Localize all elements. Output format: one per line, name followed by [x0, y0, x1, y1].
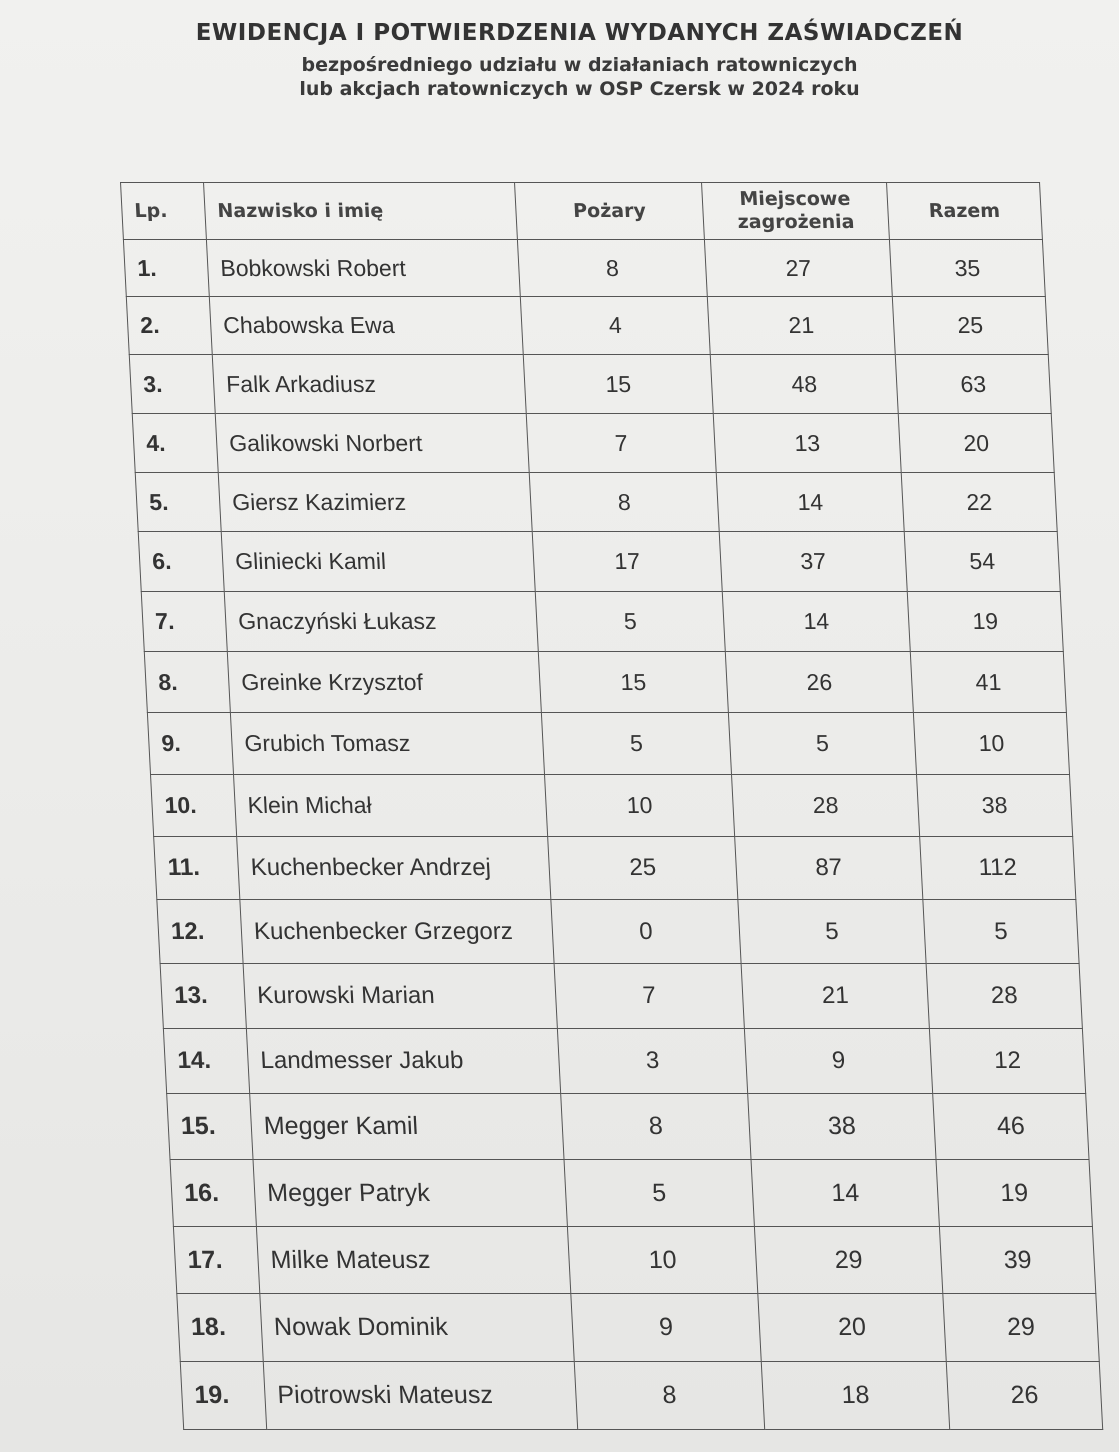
- column-header-name: Nazwisko i imię: [204, 183, 518, 240]
- table-row: [154, 837, 1076, 900]
- row-name: Kurowski Marian: [243, 964, 557, 1029]
- row-number: 11.: [154, 837, 240, 900]
- row-total: 46: [933, 1094, 1089, 1160]
- table-row: [151, 775, 1073, 837]
- row-total: 25: [892, 297, 1048, 355]
- row-name: Greinke Krzysztof: [227, 652, 541, 713]
- row-name: Kuchenbecker Andrzej: [237, 837, 551, 900]
- row-local-threats: 20: [758, 1294, 946, 1362]
- row-number: 12.: [157, 900, 243, 964]
- row-name: Bobkowski Robert: [206, 240, 520, 297]
- column-header-local-threats: [702, 183, 890, 240]
- row-number: 14.: [163, 1029, 249, 1094]
- row-total: 29: [943, 1294, 1099, 1362]
- table-row: [132, 414, 1054, 473]
- table-header-row: [121, 183, 1043, 240]
- row-number: 18.: [177, 1294, 263, 1362]
- row-local-threats: 14: [716, 473, 904, 532]
- row-local-threats: 5: [728, 713, 916, 775]
- row-name: Piotrowski Mateusz: [263, 1362, 577, 1430]
- row-total: 20: [898, 414, 1054, 473]
- row-total: 38: [917, 775, 1073, 837]
- row-number: 8.: [144, 652, 230, 713]
- row-fires: 0: [551, 900, 741, 964]
- row-number: 4.: [132, 414, 218, 473]
- row-total: 28: [926, 964, 1082, 1029]
- row-number: 2.: [126, 297, 212, 355]
- table-row: [163, 1029, 1085, 1094]
- row-name: Giersz Kazimierz: [218, 473, 532, 532]
- row-local-threats: 5: [738, 900, 926, 964]
- row-local-threats: 14: [751, 1160, 939, 1227]
- row-number: 16.: [170, 1160, 256, 1227]
- table-row: [177, 1294, 1099, 1362]
- column-header-total: Razem: [887, 183, 1043, 240]
- row-fires: 8: [529, 473, 719, 532]
- row-number: 17.: [173, 1227, 259, 1294]
- row-local-threats: 87: [735, 837, 923, 900]
- row-local-threats: 48: [710, 355, 898, 414]
- row-total: 19: [907, 592, 1063, 652]
- row-local-threats: 13: [713, 414, 901, 473]
- table-row: [144, 652, 1066, 713]
- row-number: 5.: [135, 473, 221, 532]
- table-row: [160, 964, 1082, 1029]
- row-fires: 15: [538, 652, 728, 713]
- document-header: [0, 20, 1119, 100]
- row-local-threats: 27: [704, 240, 892, 297]
- column-header-local-line2: zagrożenia: [737, 211, 855, 233]
- row-fires: 5: [541, 713, 731, 775]
- row-number: 6.: [138, 532, 224, 592]
- row-local-threats: 26: [725, 652, 913, 713]
- row-total: 19: [936, 1160, 1092, 1227]
- row-name: Megger Patryk: [253, 1160, 567, 1227]
- row-total: 26: [946, 1362, 1102, 1430]
- row-local-threats: 14: [722, 592, 910, 652]
- certificates-table: [120, 182, 1103, 1430]
- table-row: [135, 473, 1057, 532]
- column-header-fires: Pożary: [515, 183, 705, 240]
- table-row: [167, 1094, 1089, 1160]
- row-total: 12: [929, 1029, 1085, 1094]
- row-fires: 3: [557, 1029, 747, 1094]
- row-number: 1.: [123, 240, 209, 297]
- row-total: 112: [920, 837, 1076, 900]
- row-total: 5: [923, 900, 1079, 964]
- row-name: Gliniecki Kamil: [221, 532, 535, 592]
- row-local-threats: 38: [748, 1094, 936, 1160]
- row-name: Megger Kamil: [250, 1094, 564, 1160]
- row-total: 10: [913, 713, 1069, 775]
- row-local-threats: 29: [754, 1227, 942, 1294]
- column-header-local-line1: Miejscowe: [738, 188, 851, 210]
- row-name: Grubich Tomasz: [230, 713, 544, 775]
- table-row: [123, 240, 1045, 297]
- row-local-threats: 21: [741, 964, 929, 1029]
- row-total: 54: [904, 532, 1060, 592]
- row-fires: 17: [532, 532, 722, 592]
- row-number: 3.: [129, 355, 215, 414]
- row-number: 10.: [151, 775, 237, 837]
- row-fires: 8: [517, 240, 707, 297]
- table-row: [141, 592, 1063, 652]
- table-row: [126, 297, 1048, 355]
- table-row: [170, 1160, 1092, 1227]
- table-row: [129, 355, 1051, 414]
- row-total: 35: [889, 240, 1045, 297]
- table-row: [138, 532, 1060, 592]
- row-name: Milke Mateusz: [256, 1227, 570, 1294]
- row-number: 9.: [147, 713, 233, 775]
- row-name: Falk Arkadiusz: [212, 355, 526, 414]
- row-local-threats: 28: [732, 775, 920, 837]
- row-fires: 15: [523, 355, 713, 414]
- row-local-threats: 21: [707, 297, 895, 355]
- row-number: 7.: [141, 592, 227, 652]
- row-local-threats: 9: [744, 1029, 932, 1094]
- row-local-threats: 37: [719, 532, 907, 592]
- row-fires: 7: [526, 414, 716, 473]
- row-fires: 5: [535, 592, 725, 652]
- table-row: [157, 900, 1079, 964]
- document-subtitle-line2: lub akcjach ratowniczych w OSP Czersk w 2024 roku: [299, 78, 860, 100]
- table-row: [147, 713, 1069, 775]
- row-name: Gnaczyński Łukasz: [224, 592, 538, 652]
- row-name: Kuchenbecker Grzegorz: [240, 900, 554, 964]
- row-fires: 25: [548, 837, 738, 900]
- row-name: Galikowski Norbert: [215, 414, 529, 473]
- row-name: Chabowska Ewa: [209, 297, 523, 355]
- row-fires: 8: [561, 1094, 751, 1160]
- row-fires: 5: [564, 1160, 754, 1227]
- row-fires: 10: [545, 775, 735, 837]
- row-number: 19.: [180, 1362, 266, 1430]
- row-total: 39: [939, 1227, 1095, 1294]
- row-fires: 4: [520, 297, 710, 355]
- row-name: Nowak Dominik: [260, 1294, 574, 1362]
- column-header-lp: Lp.: [121, 183, 207, 240]
- row-name: Landmesser Jakub: [246, 1029, 560, 1094]
- row-total: 63: [895, 355, 1051, 414]
- table-row: [180, 1362, 1102, 1430]
- document-title: EWIDENCJA I POTWIERDZENIA WYDANYCH ZAŚWIADCZEŃ: [195, 20, 964, 46]
- document-subtitle-line1: bezpośredniego udziału w działaniach ratowniczych: [301, 54, 858, 76]
- row-fires: 10: [567, 1227, 757, 1294]
- row-fires: 7: [554, 964, 744, 1029]
- row-fires: 8: [574, 1362, 764, 1430]
- row-number: 15.: [167, 1094, 253, 1160]
- row-name: Klein Michał: [234, 775, 548, 837]
- row-local-threats: 18: [761, 1362, 949, 1430]
- row-total: 41: [910, 652, 1066, 713]
- table-row: [173, 1227, 1095, 1294]
- row-number: 13.: [160, 964, 246, 1029]
- table-body: [123, 240, 1102, 1430]
- row-fires: 9: [571, 1294, 761, 1362]
- row-total: 22: [901, 473, 1057, 532]
